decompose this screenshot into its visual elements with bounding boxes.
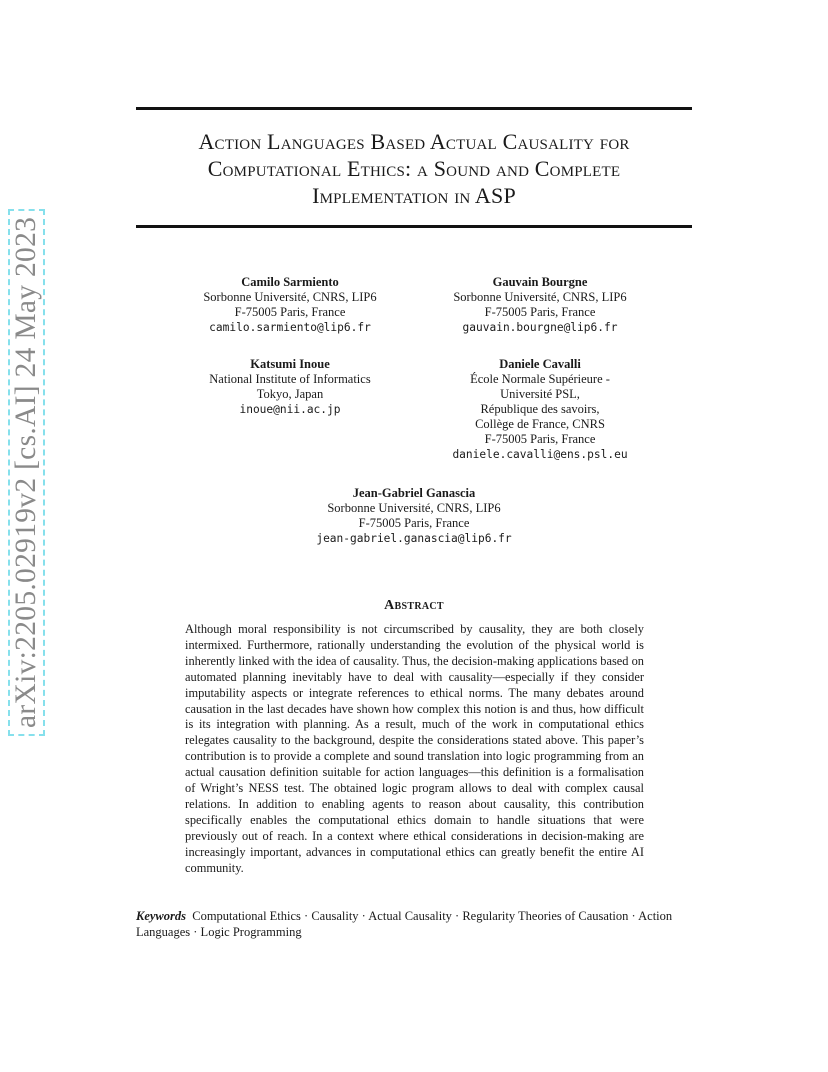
title-line-3: Implementation in ASP bbox=[312, 183, 516, 208]
keywords-text: Computational Ethics · Causality · Actual Causality · Regularity Theories of Causation · Action Languages · Logic Programming bbox=[136, 909, 673, 939]
author-block bbox=[425, 275, 655, 335]
author-affiliation: Sorbonne Université, CNRS, LIP6 bbox=[327, 501, 501, 515]
author-affiliation: Sorbonne Université, CNRS, LIP6 bbox=[203, 290, 377, 304]
author-affiliation: Université PSL, bbox=[500, 387, 580, 401]
author-email[interactable]: camilo.sarmiento@lip6.fr bbox=[209, 321, 371, 334]
author-address: F-75005 Paris, France bbox=[358, 516, 470, 530]
author-address: F-75005 Paris, France bbox=[484, 305, 596, 319]
author-name: Daniele Cavalli bbox=[499, 357, 581, 371]
author-block bbox=[175, 275, 405, 335]
abstract-text: Although moral responsibility is not circumscribed by causality, they are both closely intermixed. Furthermore, rationally understanding the evolution of the physical world is inherently linked with the idea of causality. Thus, the decision-making applications based on automated planning inevitably have to deal with causality—especially if they consider imputability aspects or integrate references to ethical norms. The many debates around causation in the last decades have shown how complex this notion is and thus, how difficult is its integration with planning. As a result, much of the work in computational ethics relegates causality to the background, despite the considerations stated above. This paper’s contribution is to provide a complete and sound translation into logic programming from an actual causation definition suitable for action languages—this definition is a formalisation of Wright’s NESS test. The obtained logic program allows to deal with complex causal relations. In addition to enabling agents to reason about causality, this contribution specifically enables the computational ethics domain to handle situations that were previously out of reach. In a context where ethical considerations in decision-making are increasingly important, advances in computational ethics can greatly benefit the entire AI community. bbox=[185, 622, 644, 875]
title-top-rule bbox=[136, 107, 692, 110]
title-line-2: Computational Ethics: a Sound and Complete bbox=[207, 156, 621, 181]
arxiv-stamp[interactable]: arXiv:2205.02919v2 [cs.AI] 24 May 2023 bbox=[8, 209, 45, 736]
author-name: Katsumi Inoue bbox=[250, 357, 330, 371]
author-address: Tokyo, Japan bbox=[256, 387, 324, 401]
author-affiliation: Collège de France, CNRS bbox=[475, 417, 605, 431]
keywords-label: Keywords bbox=[136, 909, 186, 923]
title-bottom-rule bbox=[136, 225, 692, 228]
author-email[interactable]: jean-gabriel.ganascia@lip6.fr bbox=[316, 532, 512, 545]
author-name: Jean-Gabriel Ganascia bbox=[352, 486, 476, 500]
author-affiliation: National Institute of Informatics bbox=[209, 372, 371, 386]
author-block bbox=[175, 357, 405, 417]
author-block bbox=[299, 486, 529, 546]
author-name: Camilo Sarmiento bbox=[241, 275, 339, 289]
author-email[interactable]: inoue@nii.ac.jp bbox=[239, 403, 341, 416]
keywords-section bbox=[136, 908, 692, 940]
abstract-heading: Abstract bbox=[384, 598, 444, 613]
author-affiliation: École Normale Supérieure - bbox=[470, 372, 610, 386]
author-block bbox=[425, 357, 655, 462]
author-address: F-75005 Paris, France bbox=[484, 432, 596, 446]
author-email[interactable]: gauvain.bourgne@lip6.fr bbox=[462, 321, 618, 334]
author-name: Gauvain Bourgne bbox=[492, 275, 588, 289]
author-email[interactable]: daniele.cavalli@ens.psl.eu bbox=[452, 448, 628, 461]
author-address: F-75005 Paris, France bbox=[234, 305, 346, 319]
author-affiliation: Sorbonne Université, CNRS, LIP6 bbox=[453, 290, 627, 304]
title-line-1: Action Languages Based Actual Causality for bbox=[198, 129, 630, 154]
author-affiliation: République des savoirs, bbox=[480, 402, 600, 416]
paper-title bbox=[136, 128, 692, 209]
